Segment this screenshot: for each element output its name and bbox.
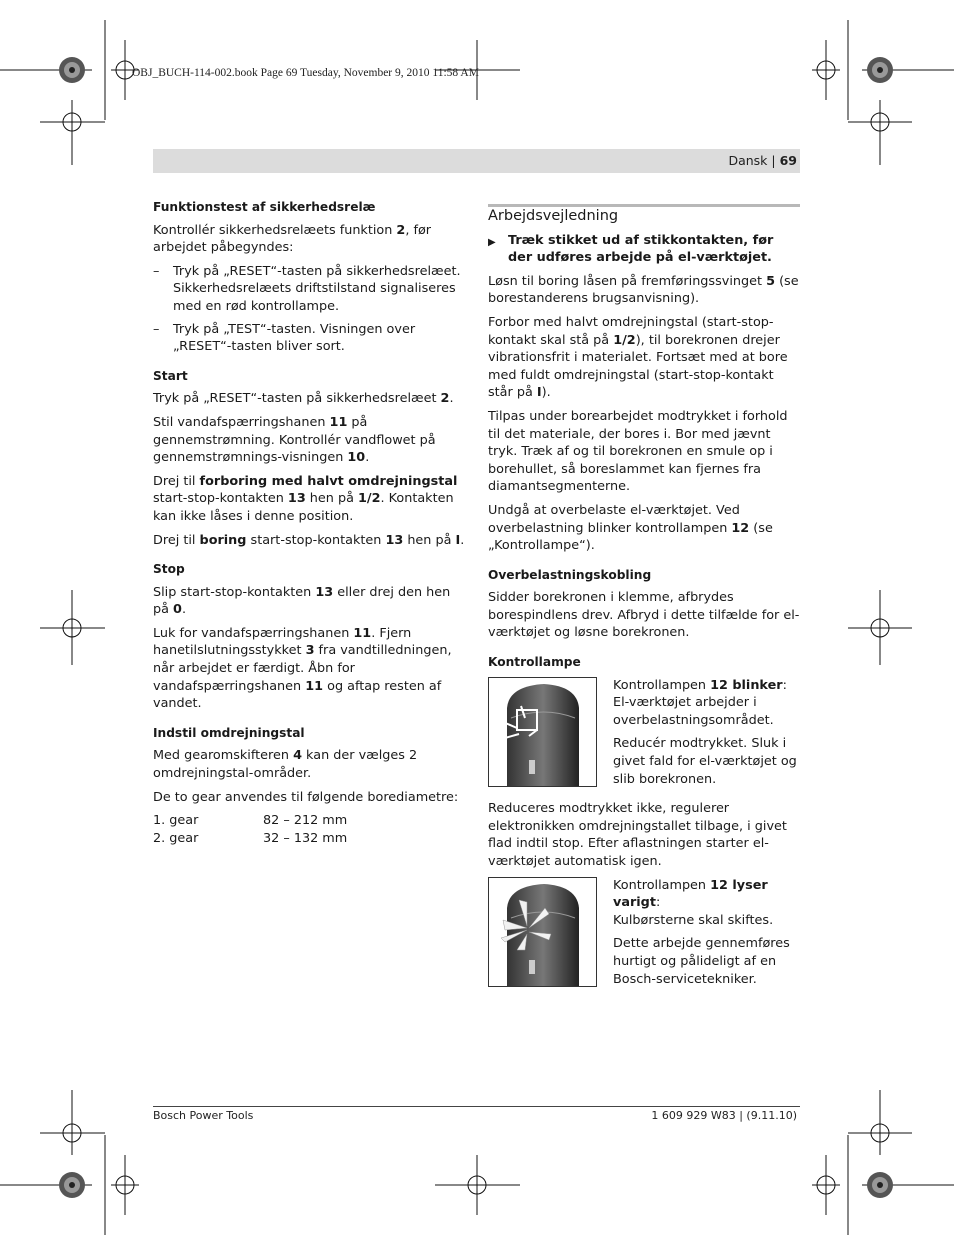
arrow-icon: ▶ (488, 236, 496, 248)
page-number: 69 (779, 153, 797, 168)
paragraph: Drej til boring start-stop-kontakten 13 hen på I. (153, 532, 465, 548)
section-title: Indstil omdrejningstal (153, 725, 305, 740)
header-language: Dansk (728, 153, 768, 168)
paragraph: Kontrollér sikkerhedsrelæets funktion 2, før arbejdet påbegyndes: (153, 222, 432, 256)
paragraph: Undgå at overbelaste el-værktøjet. Ved overbelastning blinker kontrollampen 12 (se „Kontrollampe“). (488, 502, 773, 554)
section-title: Start (153, 368, 188, 383)
figure-row-blinking (488, 677, 800, 795)
paragraph: Tryk på „RESET“-tasten på sikkerhedsrelæet 2. (153, 391, 454, 407)
paragraph: Slip start-stop-kontakten 13 eller drej den hen på 0. (153, 584, 451, 618)
footer-left: Bosch Power Tools (153, 1109, 254, 1122)
paragraph: Løsn til boring låsen på fremføringssvinget 5 (se borestanderens brugsanvisning). (488, 273, 799, 307)
right-column (488, 208, 800, 1000)
print-slug: OBJ_BUCH-114-002.book Page 69 Tuesday, November 9, 2010 11:58 AM (132, 67, 479, 79)
section-title: Funktionstest af sikkerhedsrelæ (153, 200, 376, 214)
paragraph: Drej til forboring med halvt omdrejningstal start-stop-kontakten 13 hen på 1/2. Kontakten kan ikke låses i denne position. (153, 473, 458, 524)
lamp-steady-illustration (488, 877, 597, 987)
section-rule (488, 204, 800, 207)
paragraph: Med gearomskifteren 4 kan der vælges 2 omdrejningstal-områder. (153, 748, 418, 782)
warning-note: ▶ Træk stikket ud af stikkontakten, før der udføres arbejde på el-værktøjet. (488, 232, 774, 266)
lamp-blinking-illustration (488, 677, 597, 787)
list-item: – Tryk på „TEST“-tasten. Visningen over „RESET“-tasten bliver sort. (153, 321, 416, 355)
paragraph: Kontrollampen 12 blinker: El-værktøjet arbejder i overbelastningsområdet. (613, 677, 787, 728)
paragraph: Luk for vandafspærringshanen 11. Fjern hanetilslutningsstykket 3 fra vandtilledningen, når arbejdet er færdigt. Åbn for vandafspærringshanen 11 og aftap resten af vandet. (153, 625, 452, 712)
left-column (153, 199, 468, 847)
figure-text (613, 677, 800, 795)
list-item: – Tryk på „RESET“-tasten på sikkerhedsrelæet. Sikkerhedsrelæets driftstilstand signaliseres med en rød kontrollampe. (153, 263, 461, 314)
paragraph: Dette arbejde gennemføres hurtigt og pålideligt af en Bosch-servicetekniker. (613, 936, 790, 987)
paragraph: Sidder borekronen i klemme, afbrydes borespindlens drev. Afbryd i dette tilfælde for el-værktøjet og løsne borekronen. (488, 590, 800, 641)
figure-text (613, 877, 800, 995)
paragraph: Reduceres modtrykket ikke, regulerer elektronikken omdrejningstallet tilbage, i givet flad indtil stop. Efter aflastningen starter el-værktøjet automatisk igen. (488, 801, 787, 869)
paragraph: Stil vandafspærringshanen 11 på gennemstrømning. Kontrollér vandflowet på gennemstrømnings-visningen 10. (153, 414, 436, 466)
gear-row: 2. gear 32 – 132 mm (153, 830, 348, 846)
paragraph: Forbor med halvt omdrejningstal (start-stop-kontakt skal stå på 1/2), til borekronen drejer vibrationsfrit i materialet. Fortsæt med at bore med fuldt omdrejningstal (start-stop-kontakt står på I). (488, 314, 788, 401)
paragraph: Tilpas under borearbejdet modtrykket i forhold til det materiale, der bores i. Bor med jævnt tryk. Træk af og til borekronen en smule op i borehullet, så boreslammet kan fjernes fra diamantsegmenterne. (488, 408, 788, 495)
section-heading: Arbejdsvejledning (488, 208, 619, 224)
paragraph: Kontrollampen 12 lyser varigt: Kulbørsterne skal skiftes. (613, 877, 774, 928)
footer-rule (153, 1106, 800, 1107)
paragraph: Reducér modtrykket. Sluk i givet fald for el-værktøjet og slib borekronen. (613, 736, 797, 787)
gear-row: 1. gear 82 – 212 mm (153, 813, 348, 829)
footer-right: 1 609 929 W83 | (9.11.10) (651, 1109, 797, 1122)
figure-row-steady (488, 877, 800, 995)
section-title: Overbelastningskobling (488, 567, 652, 582)
paragraph: De to gear anvendes til følgende borediametre: (153, 789, 459, 805)
header-separator: | (771, 153, 776, 168)
page-header (728, 153, 797, 168)
header-bar (153, 149, 800, 173)
section-title: Stop (153, 562, 185, 577)
section-title: Kontrollampe (488, 655, 581, 670)
